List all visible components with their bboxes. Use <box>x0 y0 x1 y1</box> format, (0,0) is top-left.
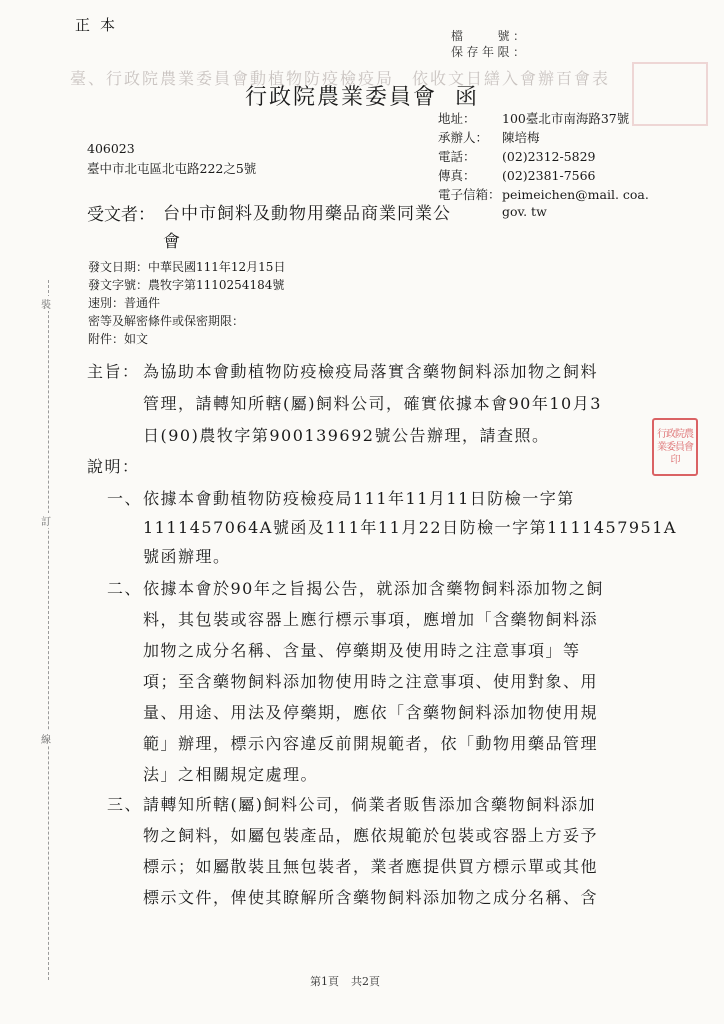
page-number: 第1頁 <box>310 975 339 988</box>
item-line: 法」之相關規定處理。 <box>143 765 319 784</box>
contact-phone: 電話： (02)2312-5829 <box>438 149 596 164</box>
description-label: 說明： <box>87 457 140 476</box>
contact-address: 地址： 100臺北市南海路37號 <box>438 111 630 126</box>
classification: 密等及解密條件或保密期限： <box>88 314 245 328</box>
issue-date: 發文日期：中華民國111年12月15日 <box>88 260 286 274</box>
contact-person: 承辦人： 陳培梅 <box>438 130 540 145</box>
urgency: 速別：普通件 <box>88 296 161 310</box>
item-line: 加物之成分名稱、含量、停藥期及使用時之注意事項」等 <box>143 641 581 660</box>
recipient-address: 臺中市北屯區北屯路222之5號 <box>87 161 257 176</box>
recipient-label: 受文者： <box>87 205 155 225</box>
subject-label: 主旨： <box>87 362 140 381</box>
retention-label: 保存年限： <box>451 45 525 59</box>
item-line: 料，其包裝或容器上應行標示事項，應增加「含藥物飼料添 <box>143 610 599 629</box>
official-seal: 行政院農業委員會印 <box>652 418 698 476</box>
contact-email: 電子信箱：peimeichen@mail. coa. <box>438 187 649 202</box>
subject-line: 日(90)農牧字第900139692號公告辦理，請查照。 <box>143 426 550 445</box>
item-line: 標示文件，俾使其瞭解所含藥物飼料添加物之成分名稱、含 <box>143 888 599 907</box>
item-line: 請轉知所轄(屬)飼料公司，倘業者販售添加含藥物飼料添加 <box>143 795 596 814</box>
recipient-zip: 406023 <box>87 141 135 156</box>
item-line: 標示；如屬散裝且無包裝者，業者應提供買方標示單或其他 <box>143 857 599 876</box>
binding-line <box>48 280 49 980</box>
item-line: 項；至含藥物飼料添加物使用時之注意事項、使用對象、用 <box>143 672 599 691</box>
item-line: 1111457064A號函及111年11月22日防檢一字第1111457951A <box>143 518 677 537</box>
copy-label: 正本 <box>75 16 126 34</box>
faded-stamp-mark <box>632 62 708 126</box>
issue-number: 發文字號：農牧字第1110254184號 <box>88 278 285 292</box>
document-type: 函 <box>455 85 480 110</box>
agency-name: 行政院農業委員會 <box>245 85 438 110</box>
contact-email-cont: gov. tw <box>502 204 547 219</box>
item-number: 二、 <box>107 579 143 598</box>
recipient-name: 台中市飼料及動物用藥品商業同業公會 <box>163 204 451 252</box>
item-number: 三、 <box>107 795 143 814</box>
subject-line: 為協助本會動植物防疫檢疫局落實含藥物飼料添加物之飼料 <box>143 362 599 381</box>
item-line: 物之飼料，如屬包裝產品，應依規範於包裝或容器上方妥予 <box>143 826 599 845</box>
binding-mark-xian: 線 <box>41 731 51 746</box>
attachment: 附件：如文 <box>88 332 149 346</box>
item-number: 一、 <box>107 489 143 508</box>
item-line: 依據本會於90年之旨揭公告，就添加含藥物飼料添加物之飼 <box>143 579 604 598</box>
page-footer <box>310 973 380 989</box>
binding-mark-zhuang: 裝 <box>41 296 51 311</box>
item-line: 號函辦理。 <box>143 547 231 566</box>
contact-fax: 傳真： (02)2381-7566 <box>438 168 596 183</box>
item-line: 量、用途、用法及停藥期，應依「含藥物飼料添加物使用規 <box>143 703 599 722</box>
item-line: 範」辦理，標示內容違反前開規範者，依「動物用藥品管理 <box>143 734 599 753</box>
file-number-label: 檔 號： <box>451 29 525 43</box>
document-title <box>245 80 479 111</box>
item-line: 依據本會動植物防疫檢疫局111年11月11日防檢一字第 <box>143 489 575 508</box>
binding-mark-ding: 訂 <box>41 513 51 528</box>
subject-line: 管理，請轉知所轄(屬)飼料公司，確實依據本會90年10月3 <box>143 394 602 413</box>
page-total: 共2頁 <box>351 975 380 988</box>
bleed-through-header: 臺、行政院農業委員會動植物防疫檢疫局 依收文日繕入會辦百會表 <box>70 69 611 88</box>
